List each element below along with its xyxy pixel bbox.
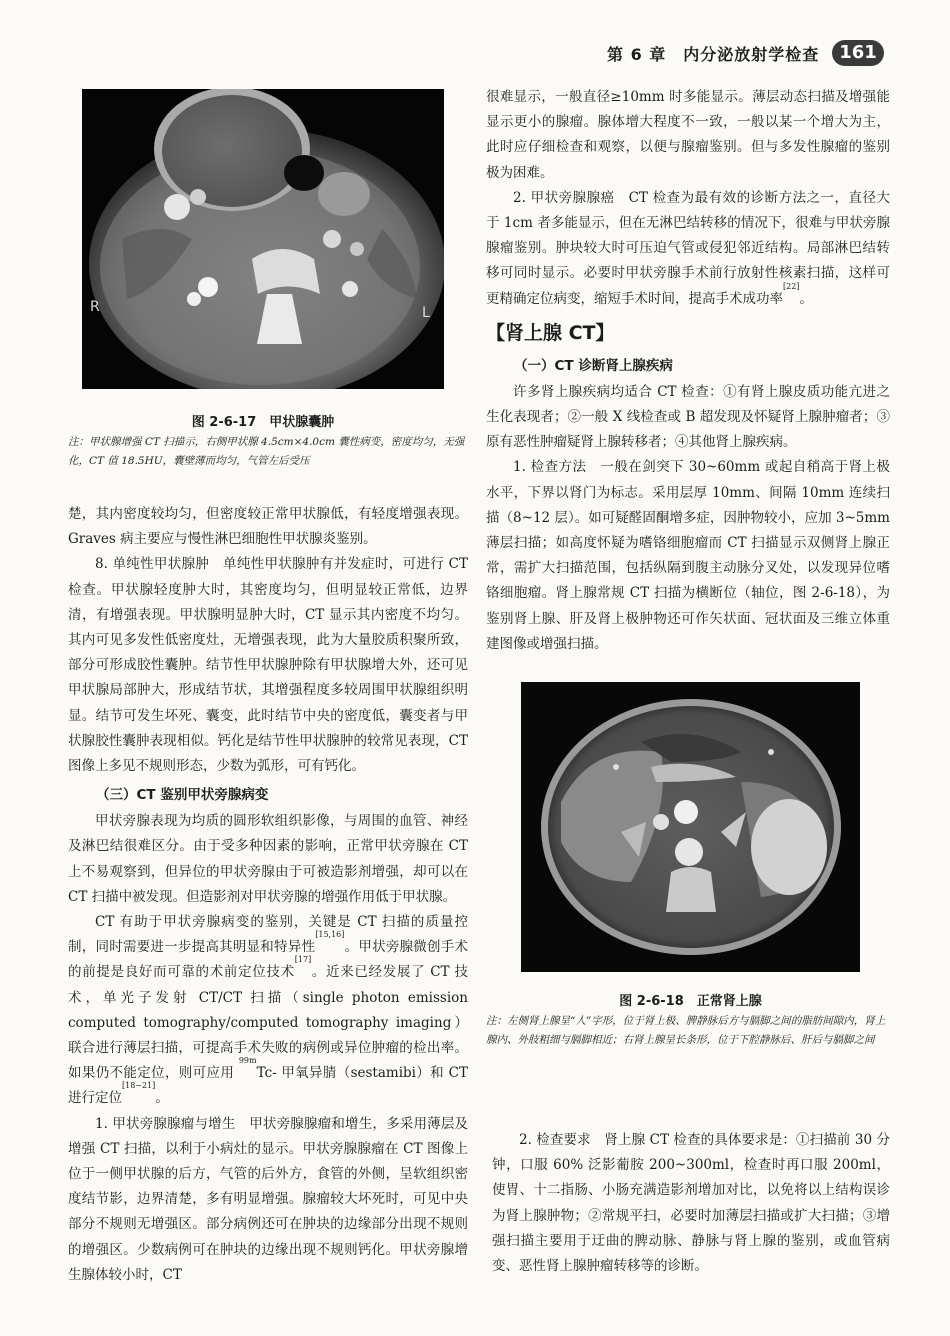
citation: [18~21] [122,1081,156,1091]
ct-scan-graphic [521,682,860,972]
heading-adrenal-diagnosis: （一）CT 诊断肾上腺疾病 [514,357,673,374]
paragraph-parathyroid-appearance: 甲状旁腺表现为均质的圆形软组织影像，与周围的血管、神经及淋巴结很难区分。由于受多种因素的影响，正常甲状旁腺在 CT 上不易观察到，但异位的甲状旁腺由于可被造影剂增强，却可以在 CT 扫描中被发现。但造影剂对甲状旁腺的增强作用低于甲状腺。 [68,813,468,905]
ct-image-thyroid-cyst [82,89,444,389]
section-heading-adrenal-ct: 【肾上腺 CT】 [486,321,615,344]
paragraph-graves: 楚，其内密度较均匀，但密度较正常甲状腺低，有轻度增强表现。Graves 病主要应与慢性淋巴细胞性甲状腺炎鉴别。 [68,506,468,548]
text-span: CT 有助于甲状旁腺病变的鉴别，关键是 CT 扫描的质量控制，同时需要进一步提高其明显和特异性 [68,914,468,956]
right-text-column-top [486,85,890,657]
text-span: 。甲状旁腺微创手术的前提是良好而可靠的术前定位技术 [68,939,469,981]
paragraph-adenoma-hyperplasia: 1. 甲状旁腺腺瘤与增生 甲状旁腺腺瘤和增生，多采用薄层及增强 CT 扫描，以利于小病灶的显示。甲状旁腺腺瘤在 CT 图像上位于一侧甲状腺的后方，气管的后外方，食管的外侧，呈软组织密度结节影，边界清楚，多有明显增强。腺瘤较大坏死时，可见中央部分不规则无增强区。部分病例还可在肿块的边缘部分出现不规则的增强区。少数病例可在肿块的边缘出现不规则钙化。甲状旁腺增生腺体较小时，CT [68,1115,468,1283]
paragraph-parathyroid-carcinoma [486,186,890,312]
isotope-superscript: 99m [238,1056,257,1066]
figure-2-6-17-caption: 图 2-6-17 甲状腺囊肿 [191,415,335,430]
paragraph-adrenal-indications: 许多肾上腺疾病均适合 CT 检查：①有肾上腺皮质功能亢进之生化表现者；②一般 X 线检查或 B 超发现及怀疑肾上腺肿瘤者；③原有恶性肿瘤疑肾上腺转移者；④其他肾上腺疾病。 [486,383,890,451]
figure-2-6-18-caption: 图 2-6-18 正常肾上腺 [619,994,762,1009]
left-text-column [68,502,468,1288]
citation: [22] [783,281,800,291]
text-span: 2. 甲状旁腺腺癌 CT 检查为最有效的诊断方法之一，直径大于 1cm 者多能显示，但在无淋巴结转移的情况下，很难与甲状旁腺腺瘤鉴别。肿块较大时可压迫气管或侵犯邻近结构。局部淋巴结转移可同时显示。必要时甲状旁腺手术前行放射性核素扫描，这样可更精确定位病变，缩短手术时间，提高手术成功率 [486,189,890,307]
ct-image-normal-adrenal [521,682,860,972]
text-span: 。 [155,1090,169,1107]
page-number-badge: 161 [832,40,884,66]
ct-label-right: R [90,299,100,315]
figure-2-6-18-note: 注：左侧肾上腺呈“人”字形，位于肾上极、脾静脉后方与膈脚之间的脂肪间隙内，肾上腺内、外肢粗细与膈脚相近；右肾上腺呈长条形，位于下腔静脉后、肝后与膈脚之间 [486,1015,886,1046]
paragraph-simple-goiter: 8. 单纯性甲状腺肿 单纯性甲状腺肿有并发症时，可进行 CT 检查。甲状腺轻度肿大时，其密度均匀，但明显较正常低，边界清，有增强表现。甲状腺明显肿大时，CT 显示其内密度不均匀。其内可见多发性低密度灶，无增强表现，此为大量胶质积聚所致，部分可形成胶性囊肿。结节性甲状腺肿除有甲状腺增大外，还可见甲状腺局部肿大，形成结节状，其增强程度多较周围甲状腺组织明显。结节可发生坏死、囊变，此时结节中央的密度低，囊变者与甲状腺胶性囊肿表现相似。钙化是结节性甲状腺肿的较常见表现，CT 图像上多见不规则形态，少数为弧形，可有钙化。 [68,556,468,775]
figure-2-6-17-note: 注：甲状腺增强 CT 扫描示，右侧甲状腺 4.5cm×4.0cm 囊性病变，密度均匀，无强化，CT 值 18.5HU，囊壁薄而均匀，气管左后受压 [68,436,465,467]
right-text-column-bottom [492,1128,890,1279]
paragraph-examination-method: 1. 检查方法 一般在剑突下 30~60mm 或起自稍高于肾上极水平，下界以肾门为标志。采用层厚 10mm、间隔 10mm 连续扫描（8~12 层）。如可疑醛固酮增多症，因肿物较小，应加 3~5mm 薄层扫描；如高度怀疑为嗜铬细胞瘤而 CT 扫描显示双侧肾上腺正常，需扩大扫描范围，包括纵隔到腹主动脉分叉处，以发现异位嗜铬细胞瘤。肾上腺常规 CT 扫描为横断位（轴位，图 2-6-18），为鉴别肾上腺、肝及肾上极肿物还可作矢状面、冠状面及三维立体重建图像或增强扫描。 [486,459,890,652]
heading-parathyroid-differentiation: （三）CT 鉴别甲状旁腺病变 [96,787,269,804]
citation: [17] [294,955,312,965]
paragraph-ct-parathyroid [68,910,468,1112]
ct-scan-graphic [82,89,444,389]
paragraph-hyperplasia-continued: 很难显示，一般直径≥10mm 时多能显示。薄层动态扫描及增强能显示更小的腺瘤。腺体增大程度不一致，一般以某一个增大为主，此时应仔细检查和观察，以便与腺瘤鉴别。但与多发性腺瘤的鉴别极为困难。 [486,89,890,181]
page-header-title: 第 6 章 内分泌放射学检查 [607,45,820,64]
ct-label-left: L [422,305,430,321]
paragraph-examination-requirements: 2. 检查要求 肾上腺 CT 检查的具体要求是：①扫描前 30 分钟，口服 60% 泛影葡胺 200~300ml，检查时再口服 200ml，使胃、十二指肠、小肠充满造影剂增加对比，以免将以上结构误诊为肾上腺肿物；②常规平扫，必要时加薄层扫描或扩大扫描；③增强扫描主要用于迂曲的脾动脉、静脉与肾上腺的鉴别，或血管病变、恶性肾上腺肿瘤转移等的诊断。 [492,1132,890,1275]
text-span: Tc- 甲氧异腈（sestamibi）和 CT 进行定位 [68,1065,468,1107]
text-span: 。近来已经发展了 CT 技术，单光子发射 CT/CT 扫描（single photon emission computed tomography/computed tomography imaging）联合进行薄层扫描，可提高手术失败的病例或异位肿瘤的检出率。如果仍不能定位，则可应用 [68,964,469,1082]
citation: [15,16] [315,930,345,940]
text-span: 。 [799,290,813,307]
